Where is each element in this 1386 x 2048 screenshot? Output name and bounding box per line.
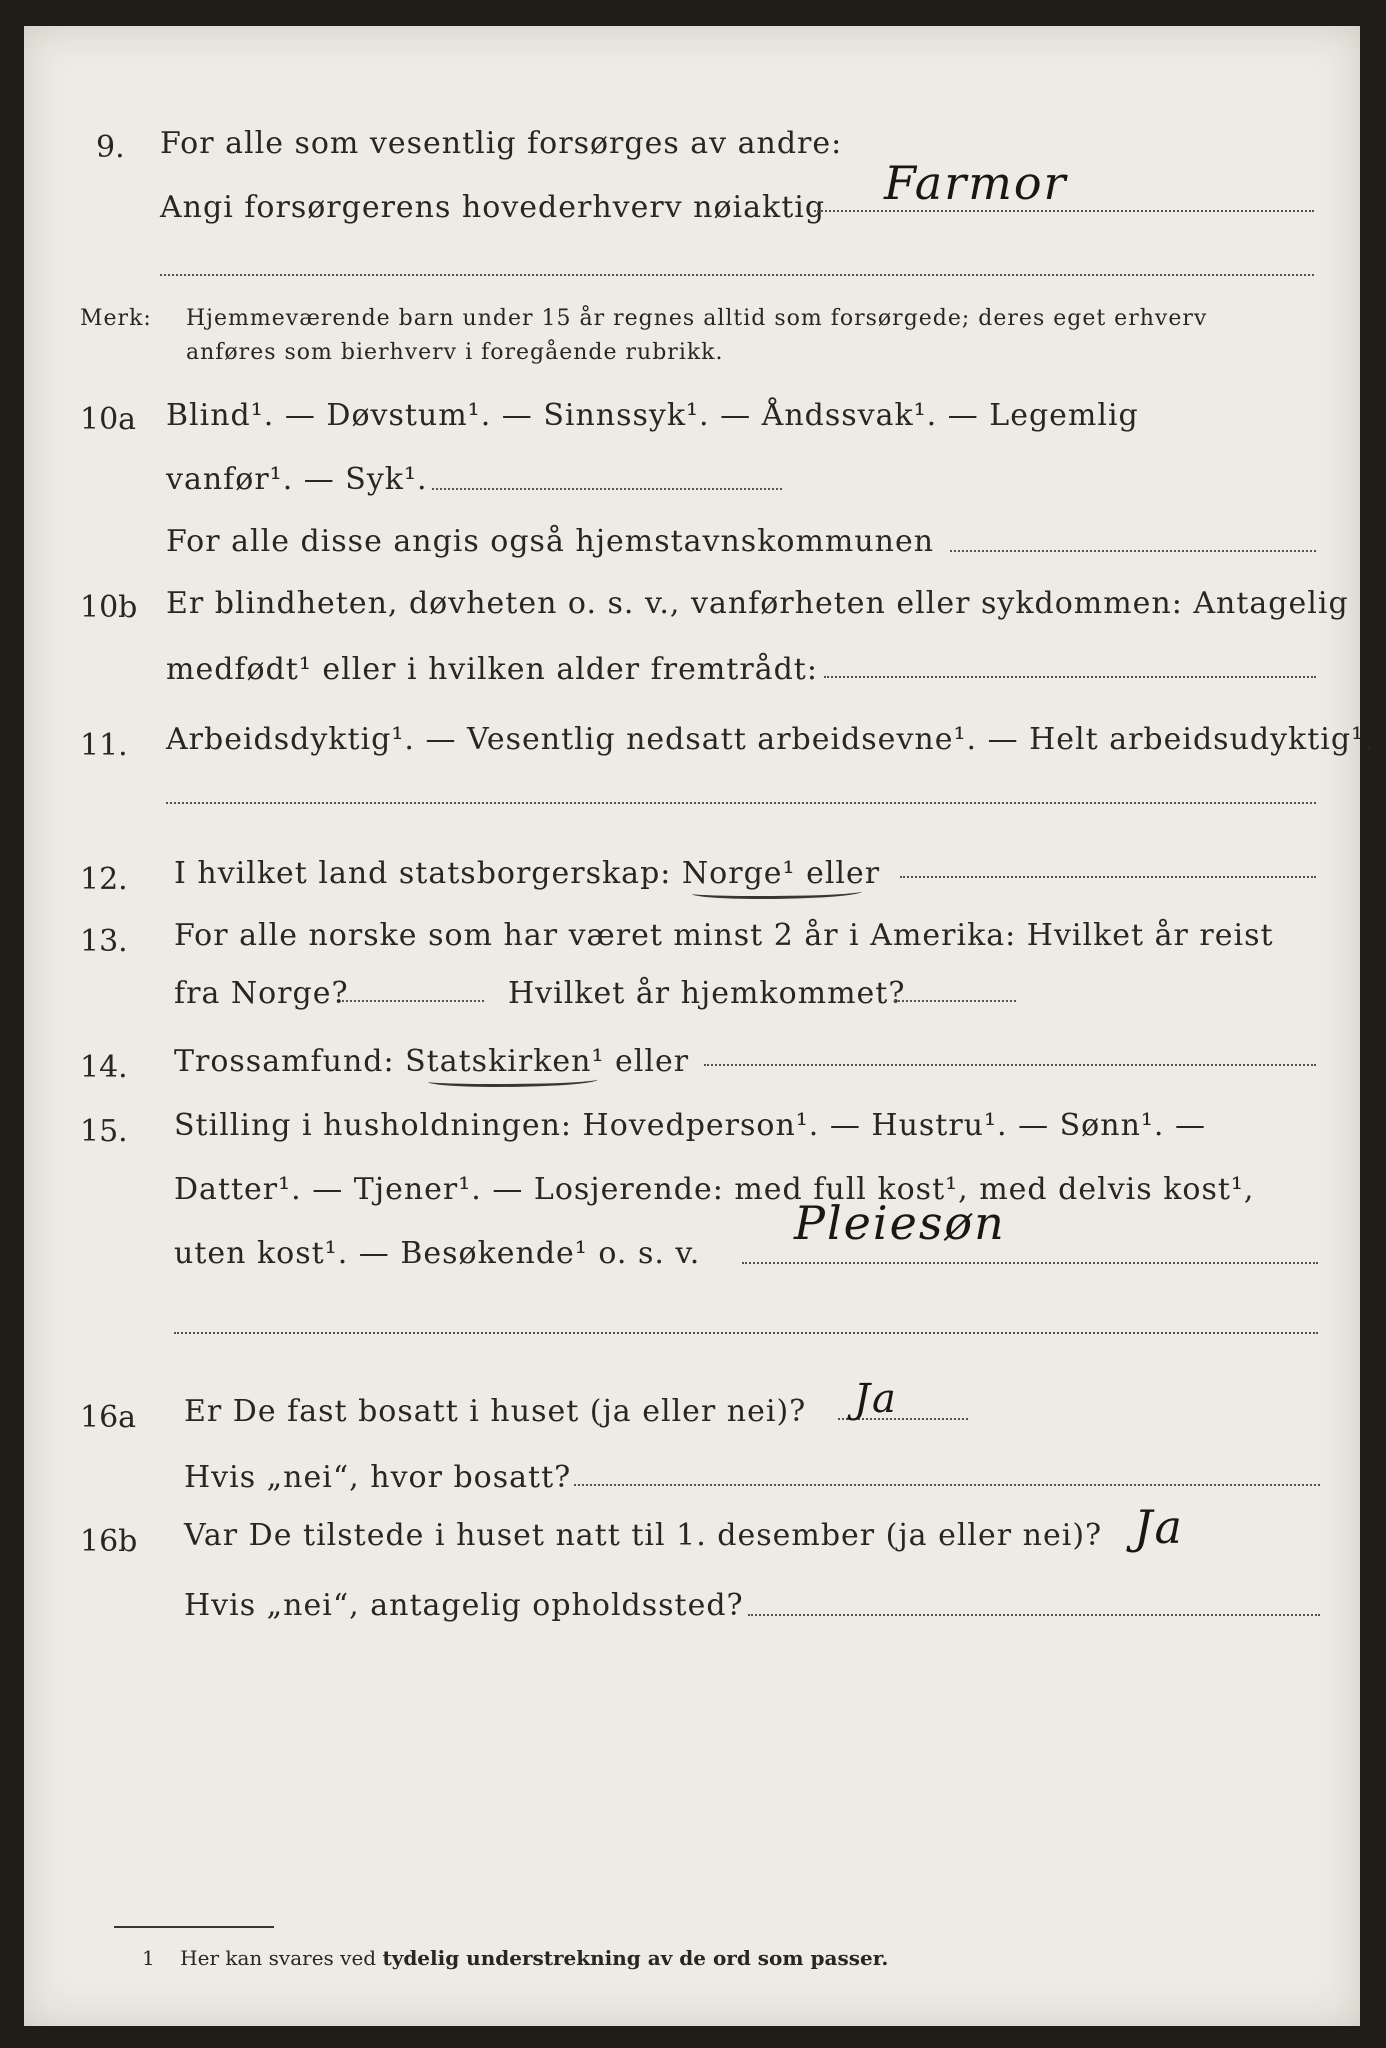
merk-label: Merk:: [80, 306, 152, 331]
merk-line1: Hjemmeværende barn under 15 år regnes alltid som forsørgede; deres eget erhverv: [186, 306, 1208, 331]
q15-answer-line: [742, 1262, 1318, 1264]
footnote-rule: [114, 1926, 274, 1928]
q16a-bosatt-line: [574, 1484, 1320, 1486]
q16b-line2: Hvis „nei“, antagelig opholdssted?: [184, 1588, 744, 1623]
q16a-line1: Er De fast bosatt i huset (ja eller nei)?: [184, 1394, 807, 1429]
footnote: [142, 1946, 888, 1970]
q13-line1: For alle norske som har været minst 2 år i Amerika: Hvilket år reist: [174, 918, 1274, 953]
q10b-line2: medfødt¹ eller i hvilken alder fremtrådt:: [166, 652, 818, 687]
q14-number: 14.: [80, 1050, 128, 1085]
q10a-line2: vanfør¹. — Syk¹.: [166, 462, 428, 497]
merk-line2: anføres som bierhverv i foregående rubrikk.: [186, 340, 724, 365]
footnote-text-bold: tydelig understrekning av de ord som passer.: [382, 1946, 889, 1970]
q9-handwritten-answer: Farmor: [884, 156, 1068, 210]
q11-line1: Arbeidsdyktig¹. — Vesentlig nedsatt arbeidsevne¹. — Helt arbeidsudyktig¹.: [166, 722, 1375, 757]
q14-line1: Trossamfund: Statskirken¹ eller: [174, 1044, 690, 1079]
q15-line1: Stilling i husholdningen: Hovedperson¹. — Hustru¹. — Sønn¹. —: [174, 1108, 1206, 1143]
q15-extra-line: [174, 1332, 1318, 1334]
q13-line2a: fra Norge?: [174, 976, 349, 1011]
q12-number: 12.: [80, 862, 128, 897]
q10a-syk-line: [432, 488, 782, 490]
q13-hjemkommet-line: [894, 1000, 1016, 1002]
q16b-opholdssted-line: [748, 1614, 1320, 1616]
q15-line3: uten kost¹. — Besøkende¹ o. s. v.: [174, 1236, 701, 1271]
q13-number: 13.: [80, 924, 128, 959]
footnote-mark: 1: [142, 1946, 155, 1970]
q10b-number: 10b: [80, 590, 138, 625]
q10b-answer-line: [824, 676, 1316, 678]
q9-line2: Angi forsørgerens hovederhverv nøiaktig: [160, 190, 826, 225]
q16b-number: 16b: [80, 1524, 138, 1559]
q11-answer-line: [166, 802, 1316, 804]
q12-norge-underline: [692, 886, 862, 899]
q9-answer-line: [814, 210, 1314, 212]
q10a-number: 10a: [80, 402, 137, 437]
q16a-handwritten-answer: Ja: [854, 1376, 898, 1422]
q16a-line2: Hvis „nei“, hvor bosatt?: [184, 1460, 572, 1495]
q9-number: 9.: [96, 130, 125, 165]
census-form-page: [24, 26, 1375, 2026]
q10a-hjemstavn-line: [950, 550, 1316, 552]
q10b-line1: Er blindheten, døvheten o. s. v., vanførheten eller sykdommen: Antagelig: [166, 586, 1349, 621]
q15-number: 15.: [80, 1114, 128, 1149]
q13-reist-line: [342, 1000, 484, 1002]
q12-answer-line: [900, 876, 1316, 878]
q14-answer-line: [704, 1064, 1316, 1066]
q13-line2b: Hvilket år hjemkommet?: [508, 976, 906, 1011]
q10a-line3: For alle disse angis også hjemstavnskommunen: [166, 524, 935, 559]
q14-statskirken-underline: [428, 1074, 598, 1087]
footnote-text-plain: Her kan svares ved: [180, 1946, 377, 1970]
q15-line2: Datter¹. — Tjener¹. — Losjerende: med full kost¹, med delvis kost¹,: [174, 1172, 1255, 1207]
q12-line1: I hvilket land statsborgerskap: Norge¹ eller: [174, 856, 881, 891]
q16b-handwritten-answer: Ja: [1134, 1500, 1184, 1554]
q10a-line1: Blind¹. — Døvstum¹. — Sinnssyk¹. — Åndssvak¹. — Legemlig: [166, 398, 1139, 433]
q11-number: 11.: [80, 728, 128, 763]
q16a-number: 16a: [80, 1400, 137, 1435]
q9-extra-line: [160, 274, 1314, 276]
q9-line1: For alle som vesentlig forsørges av andre:: [160, 126, 843, 161]
q15-handwritten-answer: Pleiesøn: [794, 1196, 1006, 1250]
q16b-line1: Var De tilstede i huset natt til 1. desember (ja eller nei)?: [184, 1518, 1103, 1553]
